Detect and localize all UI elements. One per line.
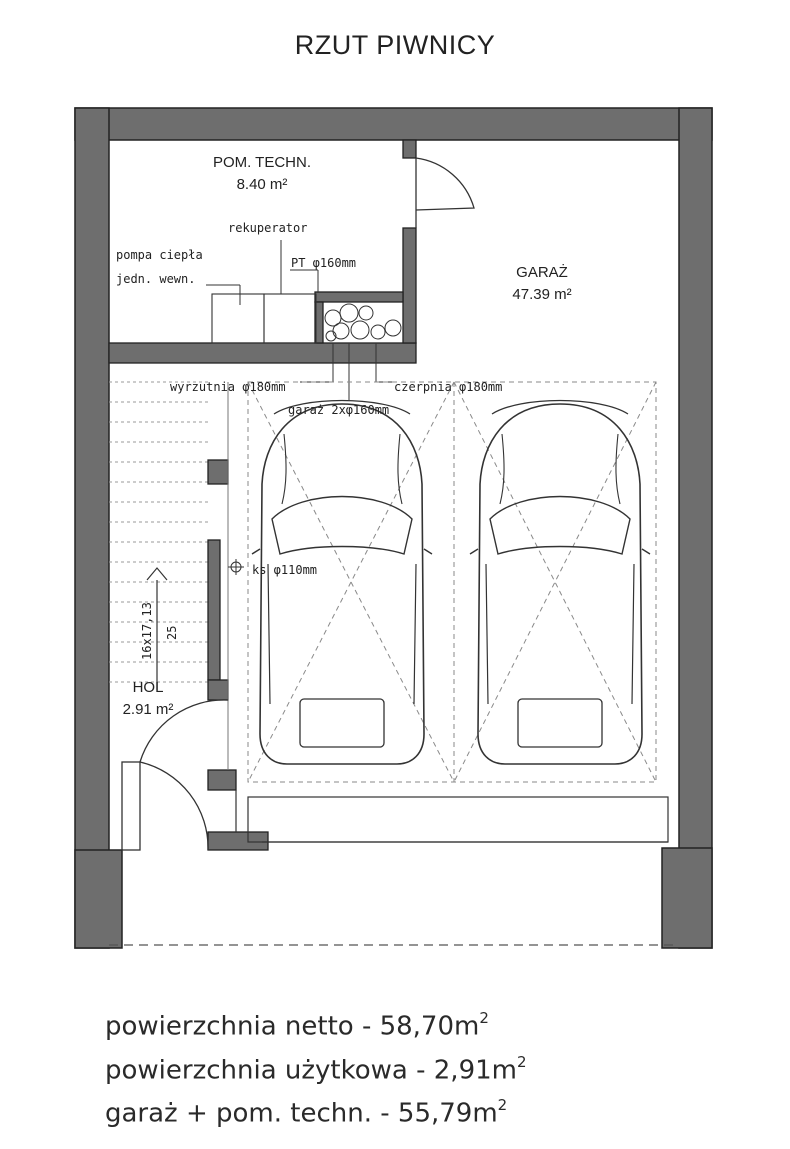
usable-area-sup: 2: [516, 1052, 527, 1071]
exhaust-label: wyrzutnia φ180mm: [170, 380, 286, 394]
pt-label: PT φ160mm: [291, 256, 357, 270]
hall-partition: [208, 460, 268, 850]
net-area-text: powierzchnia netto - 58,70m: [105, 1011, 480, 1042]
recuperator-label: rekuperator: [228, 221, 308, 235]
garage-area: 47.39 m²: [512, 286, 572, 303]
garage-tech-area-line: [105, 1089, 527, 1133]
hall-name: HOL: [132, 679, 164, 696]
garage-tech-area-text: garaż + pom. techn. - 55,79m: [105, 1098, 498, 1129]
hall-area: 2.91 m²: [122, 701, 174, 718]
net-area-sup: 2: [479, 1009, 489, 1027]
hall-entrance-walls: [75, 848, 712, 948]
heat-pump-label-1: pompa ciepła: [116, 248, 203, 262]
tech-room-name: POM. TECHN.: [212, 154, 312, 171]
ks-pipe-symbol: [228, 559, 244, 575]
area-summary: [105, 1002, 527, 1133]
tech-room-area: 8.40 m²: [236, 176, 288, 193]
usable-area-line: [105, 1046, 527, 1090]
stairs-count-label: 16x17,13: [140, 602, 154, 660]
garage-door-frame: [248, 797, 668, 842]
net-area-line: [105, 1002, 527, 1046]
heat-pump-units: [212, 294, 316, 343]
car-right: [470, 401, 650, 765]
stairs-tread-label: 25: [165, 625, 179, 640]
garage-name: GARAŻ: [516, 264, 568, 281]
garage-tech-area-sup: 2: [497, 1096, 508, 1115]
ks-label: ks φ110mm: [252, 563, 318, 577]
plan-title: RZUT PIWNICY: [294, 30, 496, 60]
garage-vent-label: garaż 2xφ160mm: [288, 403, 390, 417]
heat-pump-label-2: jedn. wewn.: [116, 272, 196, 286]
tech-room-door: [416, 158, 474, 228]
staircase: [109, 382, 210, 682]
ventilation-shaft: [325, 304, 401, 341]
intake-label: czerpnia φ180mm: [394, 380, 503, 394]
car-left: [252, 401, 432, 765]
exterior-walls: [75, 108, 712, 948]
usable-area-text: powierzchnia użytkowa - 2,91m: [105, 1055, 517, 1086]
parking-bays: [248, 382, 656, 782]
